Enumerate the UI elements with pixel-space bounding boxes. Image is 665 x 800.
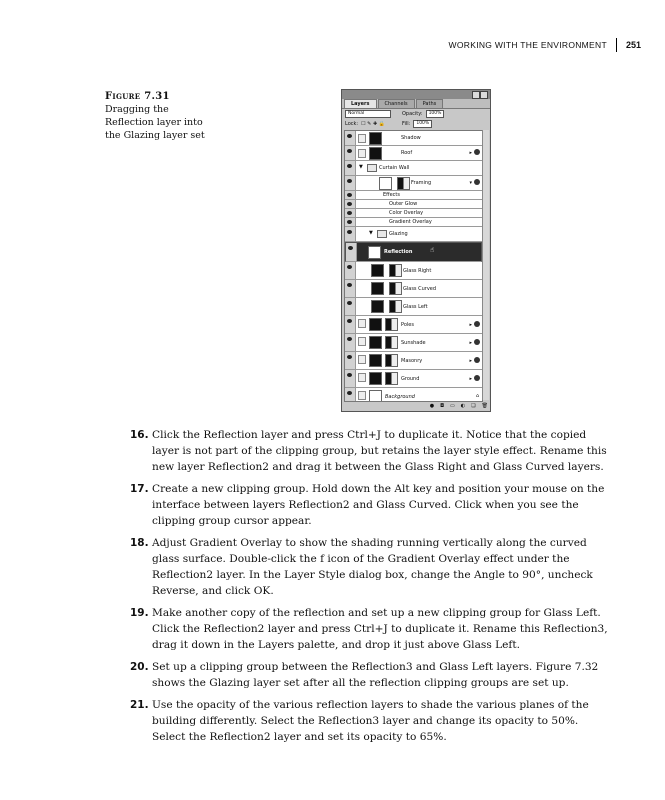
layer-name: Roof bbox=[401, 150, 413, 156]
eye-cell bbox=[345, 209, 356, 217]
link-icon[interactable] bbox=[358, 373, 366, 382]
eye-cell bbox=[345, 146, 356, 160]
link-icon[interactable] bbox=[358, 134, 366, 143]
blend-mode-select[interactable]: Normal bbox=[345, 110, 391, 118]
effects-badge-icon[interactable] bbox=[474, 179, 480, 185]
eye-icon[interactable] bbox=[348, 246, 353, 250]
layer-mask-thumbnail bbox=[397, 177, 410, 190]
eye-icon[interactable] bbox=[347, 355, 352, 359]
layer-mask-thumbnail bbox=[389, 300, 402, 313]
eye-icon[interactable] bbox=[347, 319, 352, 323]
layer-thumbnail bbox=[369, 372, 382, 385]
step-text: Click the Reflection layer and press Ctrl+J to duplicate it. Notice that the copied layer is not part of the clipping group, but retains the layer style effect. Rename this new layer Reflection2 and drag it between the Glass Right and Glass Curved layers. bbox=[152, 429, 607, 473]
layer-set-row[interactable] bbox=[345, 227, 482, 242]
effects-badge-icon[interactable] bbox=[474, 339, 480, 345]
eye-cell bbox=[345, 161, 356, 175]
new-layer-icon[interactable]: ❏ bbox=[471, 403, 476, 409]
step-text: Set up a clipping group between the Reflection3 and Glass Left layers. Figure 7.32 shows the Glazing layer set after all the reflection clipping groups are set up. bbox=[152, 661, 599, 689]
layer-row[interactable] bbox=[345, 280, 482, 298]
layer-row[interactable] bbox=[345, 370, 482, 388]
effect-name: Outer Glow bbox=[389, 201, 418, 207]
layer-set-name: Glazing bbox=[389, 231, 408, 237]
eye-cell bbox=[345, 370, 356, 387]
link-icon[interactable] bbox=[358, 149, 366, 158]
layer-mask-thumbnail bbox=[385, 354, 398, 367]
effect-name: Color Overlay bbox=[389, 210, 424, 216]
eye-cell bbox=[345, 262, 356, 279]
eye-cell bbox=[345, 352, 356, 369]
effects-badge-icon[interactable] bbox=[474, 357, 480, 363]
layer-row[interactable] bbox=[345, 316, 482, 334]
layer-name: Masonry bbox=[401, 358, 423, 364]
lock-icon: ⌂ bbox=[475, 393, 479, 399]
running-header bbox=[449, 38, 641, 52]
blend-row bbox=[342, 109, 490, 119]
eye-icon[interactable] bbox=[347, 230, 352, 234]
step-number: 19. bbox=[130, 607, 149, 619]
layer-name: Sunshade bbox=[401, 340, 426, 346]
eye-cell bbox=[345, 298, 356, 315]
layer-mask-thumbnail bbox=[385, 318, 398, 331]
layer-thumbnail bbox=[379, 177, 392, 190]
layers-palette bbox=[341, 89, 491, 412]
step-item bbox=[130, 659, 610, 691]
step-item bbox=[130, 535, 610, 599]
layer-name: Poles bbox=[401, 322, 414, 328]
layer-row-selected[interactable] bbox=[345, 242, 482, 262]
eye-icon[interactable] bbox=[347, 164, 352, 168]
eye-cell bbox=[345, 200, 356, 208]
layer-mask-thumbnail bbox=[389, 264, 402, 277]
effects-badge-icon[interactable] bbox=[474, 321, 480, 327]
eye-icon[interactable] bbox=[347, 301, 352, 305]
effect-row[interactable] bbox=[345, 209, 482, 218]
eye-cell bbox=[345, 218, 356, 226]
drag-cursor-icon: ☝ bbox=[430, 246, 435, 254]
link-icon[interactable] bbox=[358, 355, 366, 364]
add-mask-icon[interactable]: ◘ bbox=[440, 403, 445, 409]
page-number: 251 bbox=[625, 40, 641, 50]
minimize-icon[interactable] bbox=[472, 91, 480, 99]
eye-cell bbox=[345, 280, 356, 297]
fx-icon[interactable]: ▾ bbox=[469, 180, 472, 186]
layer-thumbnail bbox=[369, 336, 382, 349]
folder-icon bbox=[367, 164, 377, 172]
layer-name: Ground bbox=[401, 376, 420, 382]
layer-row[interactable] bbox=[345, 334, 482, 352]
eye-cell bbox=[345, 227, 356, 241]
layer-set-name: Curtain Wall bbox=[379, 165, 410, 171]
background-layer-row[interactable] bbox=[345, 388, 482, 402]
layer-thumbnail bbox=[369, 132, 382, 145]
step-item bbox=[130, 481, 610, 529]
layer-set-row[interactable] bbox=[345, 161, 482, 176]
close-icon[interactable] bbox=[480, 91, 488, 99]
layer-thumbnail bbox=[369, 354, 382, 367]
layer-mask-thumbnail bbox=[385, 336, 398, 349]
eye-icon[interactable] bbox=[347, 337, 352, 341]
eye-icon[interactable] bbox=[347, 391, 352, 395]
layer-thumbnail bbox=[368, 246, 381, 259]
effect-row[interactable] bbox=[345, 218, 482, 227]
layer-row[interactable] bbox=[345, 131, 482, 146]
fx-icon[interactable]: ▸ bbox=[469, 150, 472, 156]
step-number: 21. bbox=[130, 699, 149, 711]
step-text: Create a new clipping group. Hold down the Alt key and position your mouse on the interface between layers Reflection2 and Glass Curved. Click when you see the clipping group cursor appear. bbox=[152, 483, 605, 527]
effects-badge-icon[interactable] bbox=[474, 375, 480, 381]
expand-arrow-icon[interactable]: ▼ bbox=[369, 230, 373, 236]
eye-cell bbox=[345, 316, 356, 333]
layer-row[interactable] bbox=[345, 262, 482, 280]
eye-icon[interactable] bbox=[347, 283, 352, 287]
eye-cell bbox=[346, 243, 357, 261]
eye-cell bbox=[345, 191, 356, 199]
lock-row bbox=[342, 119, 490, 129]
layer-mask-thumbnail bbox=[385, 372, 398, 385]
new-set-icon[interactable]: ▭ bbox=[450, 403, 455, 409]
effect-row[interactable] bbox=[345, 200, 482, 209]
figure-label: Figure 7.31 bbox=[105, 91, 170, 102]
eye-icon[interactable] bbox=[347, 193, 352, 197]
figure-caption-text: Dragging the Reflection layer into the Glazing layer set bbox=[105, 104, 205, 141]
step-number: 16. bbox=[130, 429, 149, 441]
eye-icon[interactable] bbox=[347, 220, 352, 224]
delete-layer-icon[interactable]: 🗑 bbox=[481, 403, 488, 409]
step-number: 20. bbox=[130, 661, 149, 673]
effects-row[interactable] bbox=[345, 191, 482, 200]
layer-mask-thumbnail bbox=[389, 282, 402, 295]
tab-layers[interactable]: Layers bbox=[344, 99, 377, 108]
layer-thumbnail bbox=[369, 147, 382, 160]
eye-icon[interactable] bbox=[347, 265, 352, 269]
opacity-label: Opacity: bbox=[402, 111, 423, 117]
fx-icon[interactable]: ▸ bbox=[469, 376, 472, 382]
expand-arrow-icon[interactable]: ▼ bbox=[359, 164, 363, 170]
layer-list bbox=[344, 130, 483, 402]
palette-bottom-toolbar bbox=[344, 402, 488, 410]
fx-icon[interactable]: ▸ bbox=[469, 322, 472, 328]
eye-cell bbox=[345, 388, 356, 402]
layer-name: Glass Left bbox=[403, 304, 428, 310]
layer-row[interactable] bbox=[345, 352, 482, 370]
eye-icon[interactable] bbox=[347, 179, 352, 183]
layer-row[interactable] bbox=[345, 146, 482, 161]
adjustment-layer-icon[interactable]: ◐ bbox=[460, 403, 466, 409]
add-style-icon[interactable]: ● bbox=[429, 403, 435, 409]
layer-thumbnail bbox=[369, 390, 382, 402]
layer-thumbnail bbox=[371, 282, 384, 295]
palette-titlebar bbox=[342, 90, 490, 99]
effects-badge-icon[interactable] bbox=[474, 149, 480, 155]
eye-icon[interactable] bbox=[347, 202, 352, 206]
layer-name: Glass Right bbox=[403, 268, 432, 274]
tab-paths[interactable]: Paths bbox=[416, 99, 444, 108]
eye-icon[interactable] bbox=[347, 149, 352, 153]
eye-cell bbox=[345, 131, 356, 145]
lock-label: Lock: bbox=[345, 121, 359, 127]
eye-icon[interactable] bbox=[347, 134, 352, 138]
effect-name: Gradient Overlay bbox=[389, 219, 432, 225]
step-text: Make another copy of the reflection and set up a new clipping group for Glass Left. Click the Reflection2 layer and press Ctrl+J to duplicate it. Rename this Reflection3, drag it down in the Layers palette, and drop it just above Glass Left. bbox=[152, 607, 608, 651]
link-icon[interactable] bbox=[358, 319, 366, 328]
step-number: 18. bbox=[130, 537, 149, 549]
fx-icon[interactable]: ▸ bbox=[469, 358, 472, 364]
step-text: Adjust Gradient Overlay to show the shading running vertically along the curved glass surface. Double-click the f icon of the Gradient Overlay effect under the Reflection2 layer. In the Layer Style dialog box, change the Angle to 90°, uncheck Reverse, and click OK. bbox=[152, 537, 593, 597]
palette-tabs bbox=[342, 99, 490, 109]
fill-field[interactable]: 100% bbox=[413, 120, 432, 128]
layer-row[interactable] bbox=[345, 176, 482, 191]
layer-thumbnail bbox=[369, 318, 382, 331]
step-item bbox=[130, 427, 610, 475]
step-text: Use the opacity of the various reflection layers to shade the various planes of the building differently. Select the Reflection3 layer and change its opacity to 50%. Select the Reflection2 layer and set its opacity to 65%. bbox=[152, 699, 589, 743]
fill-label: Fill: bbox=[401, 121, 411, 127]
section-title: WORKING WITH THE ENVIRONMENT bbox=[449, 38, 617, 52]
layer-name: Framing bbox=[411, 180, 432, 186]
fx-icon[interactable]: ▸ bbox=[469, 340, 472, 346]
step-number: 17. bbox=[130, 483, 149, 495]
layer-name: Shadow bbox=[401, 135, 421, 141]
link-icon[interactable] bbox=[358, 337, 366, 346]
layer-row[interactable] bbox=[345, 298, 482, 316]
eye-cell bbox=[345, 176, 356, 190]
layer-thumbnail bbox=[371, 300, 384, 313]
eye-icon[interactable] bbox=[347, 211, 352, 215]
folder-icon bbox=[377, 230, 387, 238]
layer-name: Glass Curved bbox=[403, 286, 437, 292]
lock-icons[interactable]: ☐ ✎ ✚ 🔒 bbox=[361, 121, 385, 127]
step-list bbox=[130, 427, 610, 751]
eye-cell bbox=[345, 334, 356, 351]
effects-label: Effects bbox=[383, 192, 400, 198]
layer-name: Background bbox=[385, 394, 415, 400]
figure-caption bbox=[105, 90, 215, 142]
step-item bbox=[130, 605, 610, 653]
step-item bbox=[130, 697, 610, 745]
layer-name: Reflection bbox=[384, 249, 413, 255]
tab-channels[interactable]: Channels bbox=[378, 99, 415, 108]
layer-thumbnail bbox=[371, 264, 384, 277]
opacity-field[interactable]: 100% bbox=[426, 110, 445, 118]
link-icon[interactable] bbox=[358, 391, 366, 400]
eye-icon[interactable] bbox=[347, 373, 352, 377]
layer-list-scrollbar[interactable] bbox=[482, 130, 489, 400]
